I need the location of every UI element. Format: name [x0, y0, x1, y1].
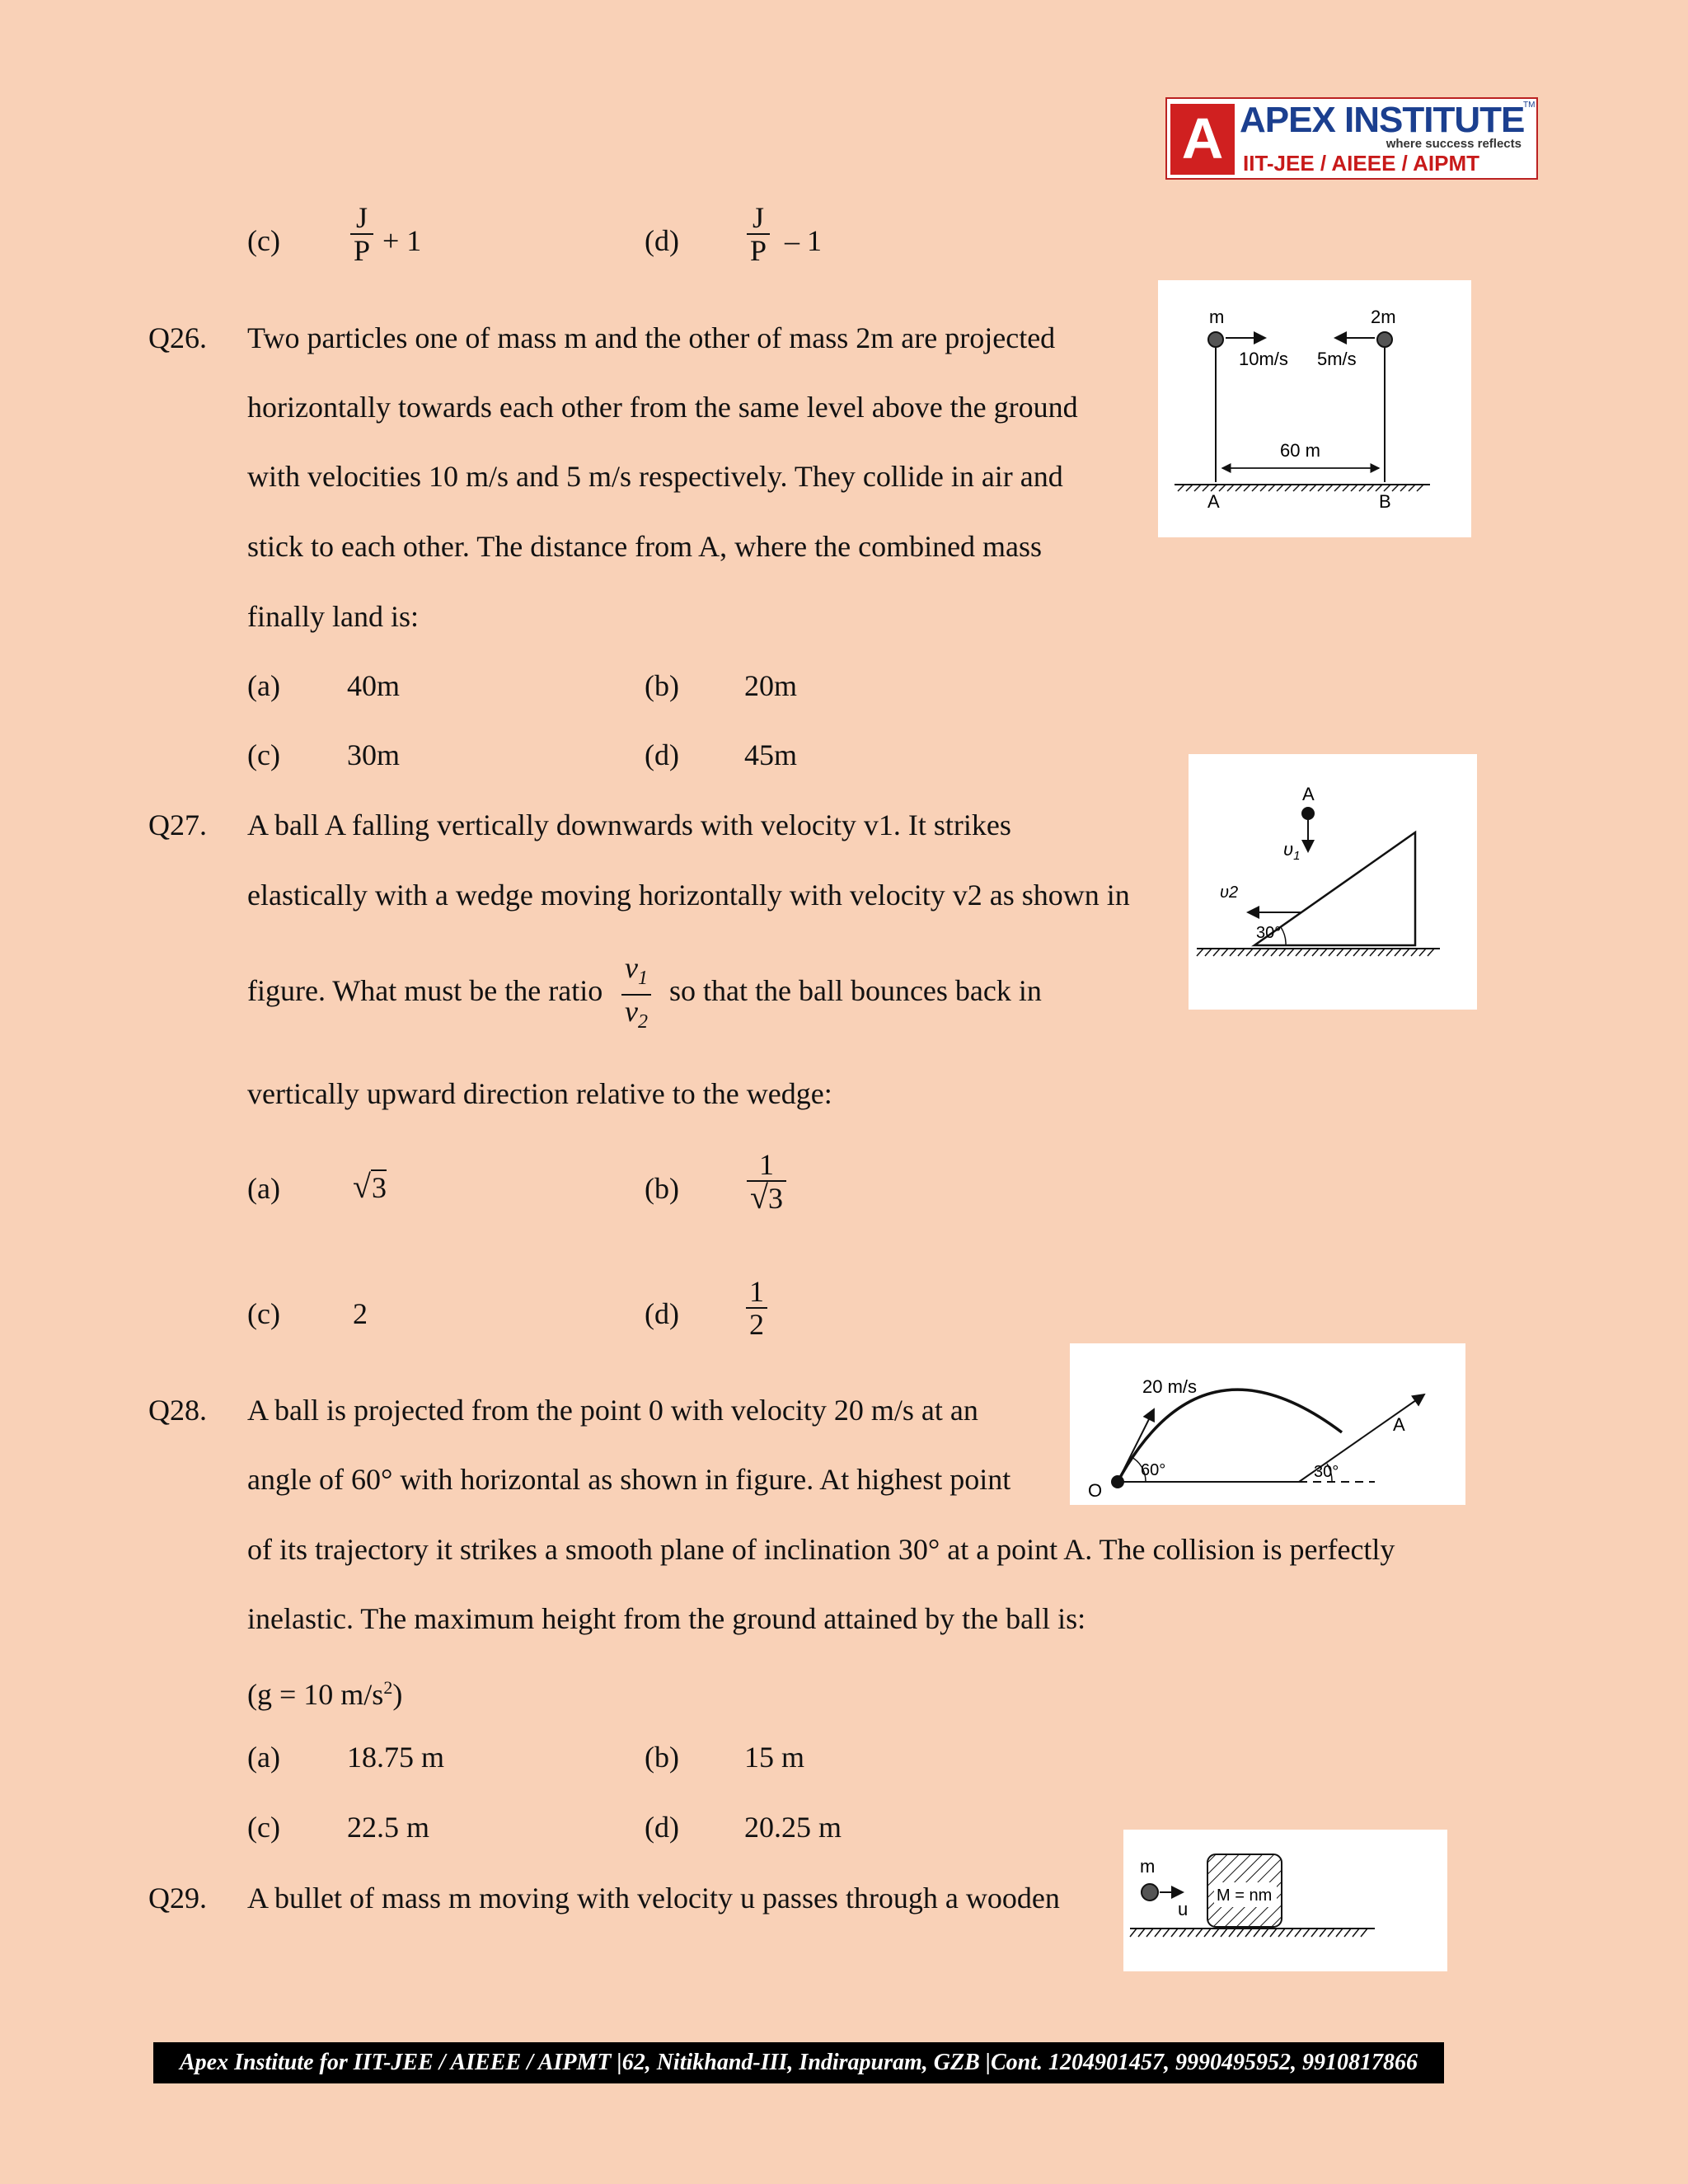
footer-bar: Apex Institute for IIT-JEE / AIEEE / AIPMT |62, Nitikhand-III, Indirapuram, GZB |Cont. 1204901457, 9990495952, 9910817866 — [153, 2042, 1444, 2083]
q26-line-4: stick to each other. The distance from A, where the combined mass — [247, 530, 1043, 563]
q27-option-d-fraction: 1 2 — [746, 1276, 767, 1340]
q27-option-c-label: (c) — [247, 1297, 280, 1330]
q29-line-1: A bullet of mass m moving with velocity u passes through a wooden — [247, 1882, 1060, 1915]
q27-fig-label-angle: 30° — [1256, 924, 1282, 942]
q27-fig-label-v2: υ2 — [1220, 883, 1239, 902]
q27-ground-hatch — [1197, 949, 1434, 956]
q29-fig-label-u: u — [1178, 1899, 1189, 1919]
q26-number: Q26. — [148, 321, 207, 354]
q28-line-4: inelastic. The maximum height from the ground attained by the ball is: — [247, 1602, 1086, 1635]
q26-ground-hatch — [1178, 485, 1423, 491]
q25-option-d-fraction: J P — [747, 202, 770, 266]
q28-line-2: angle of 60° with horizontal as shown in figure. At highest point — [247, 1463, 1011, 1496]
q28-fig-label-angle-30: 30° — [1314, 1463, 1339, 1481]
q26-option-d-label: (d) — [645, 738, 679, 771]
q28-g-value: (g = 10 $m/s^2$) — [247, 1677, 403, 1711]
q28-option-d-text: 20.25 m — [744, 1811, 842, 1844]
q29-fig-label-block: M = nm — [1217, 1886, 1273, 1905]
logo-tagline: where success reflects — [1386, 137, 1522, 151]
q26-fig-label-a: A — [1207, 491, 1220, 512]
q29-figure — [1123, 1830, 1447, 1971]
q27-ball-a — [1301, 807, 1315, 820]
logo-tm: TM — [1523, 101, 1536, 110]
q25-option-c-label: (c) — [247, 224, 280, 257]
q26-particle-2m — [1377, 332, 1392, 347]
q28-option-b-text: 15 m — [744, 1741, 805, 1774]
q26-fig-label-b: B — [1379, 491, 1391, 512]
apex-logo — [1165, 97, 1538, 180]
q26-line-1: Two particles one of mass m and the other of mass 2m are projected — [247, 321, 1056, 354]
q26-line-3: with velocities 10 m/s and 5 m/s respectively. They collide in air and — [247, 460, 1063, 493]
q26-fig-label-2m: 2m — [1371, 307, 1396, 327]
q25-option-c-suffix: + 1 — [382, 224, 422, 257]
q28-point-o — [1111, 1475, 1124, 1488]
logo-subtitle: IIT-JEE / AIEEE / AIPMT — [1243, 151, 1480, 176]
q26-fig-label-v2: 5m/s — [1317, 349, 1357, 369]
q27-number: Q27. — [148, 808, 207, 841]
q28-figure — [1070, 1343, 1465, 1505]
q28-number: Q28. — [148, 1394, 207, 1427]
q25-option-c-fraction: J P — [350, 202, 373, 266]
q26-fig-label-v1: 10m/s — [1239, 349, 1288, 369]
q28-line-3: of its trajectory it strikes a smooth plane of inclination 30° at a point A. The collision is perfectly — [247, 1533, 1395, 1566]
q27-line-1: A ball A falling vertically downwards with velocity v1. It strikes — [247, 808, 1011, 841]
q28-option-c-label: (c) — [247, 1811, 280, 1844]
q29-fig-label-m: m — [1140, 1856, 1156, 1877]
q27-ratio-fraction: $v_1$ $v_2$ — [621, 952, 651, 1038]
q25-option-d-suffix: – 1 — [785, 224, 822, 257]
q27-line-3-before: figure. What must be the ratio — [247, 974, 603, 1007]
q28-option-d-label: (d) — [645, 1811, 679, 1844]
q28-option-b-label: (b) — [645, 1741, 679, 1774]
q27-line-4: vertically upward direction relative to the wedge: — [247, 1077, 832, 1110]
q27-option-d-label: (d) — [645, 1297, 679, 1330]
q27-option-c-text: 2 — [353, 1297, 368, 1330]
q26-option-a-label: (a) — [247, 669, 280, 702]
q28-fig-label-a: A — [1393, 1414, 1405, 1435]
q26-particle-m — [1208, 332, 1223, 347]
q26-option-c-label: (c) — [247, 738, 280, 771]
q28-line-1: A ball is projected from the point 0 with velocity 20 m/s at an — [247, 1394, 978, 1427]
q28-fig-label-o: O — [1088, 1480, 1103, 1501]
q28-fig-label-speed: 20 m/s — [1142, 1376, 1198, 1397]
q28-fig-label-angle-60: 60° — [1141, 1461, 1166, 1479]
q27-option-a-value: √3 — [353, 1168, 387, 1205]
q29-number: Q29. — [148, 1882, 207, 1915]
q26-option-d-text: 45m — [744, 738, 798, 771]
q27-line-2: elastically with a wedge moving horizontally with velocity v2 as shown in — [247, 879, 1130, 912]
q26-fig-label-m: m — [1209, 307, 1225, 327]
q28-option-a-text: 18.75 m — [347, 1741, 445, 1774]
q26-option-c-text: 30m — [347, 738, 401, 771]
q25-option-d-label: (d) — [645, 224, 679, 257]
q26-fig-label-distance: 60 m — [1280, 440, 1320, 461]
q27-option-a-label: (a) — [247, 1172, 280, 1205]
q29-bullet — [1142, 1884, 1158, 1900]
q28-option-c-text: 22.5 m — [347, 1811, 430, 1844]
logo-mark: A — [1170, 104, 1235, 175]
q26-option-b-text: 20m — [744, 669, 798, 702]
q27-figure — [1189, 754, 1477, 1010]
q26-option-a-text: 40m — [347, 669, 401, 702]
q27-line-3-after: so that the ball bounces back in — [669, 974, 1042, 1007]
q27-option-b-fraction: 1 √3 — [747, 1149, 786, 1214]
q28-option-a-label: (a) — [247, 1741, 280, 1774]
logo-name: APEX INSTITUTE — [1240, 100, 1525, 140]
q29-ground-hatch — [1130, 1929, 1367, 1937]
q26-option-b-label: (b) — [645, 669, 679, 702]
q27-option-b-label: (b) — [645, 1172, 679, 1205]
q26-line-2: horizontally towards each other from the same level above the ground — [247, 391, 1078, 424]
q26-figure — [1158, 280, 1471, 537]
q26-line-5: finally land is: — [247, 600, 419, 633]
q27-fig-label-v1: $\upsilon_1$ — [1283, 839, 1301, 863]
q27-fig-label-a: A — [1302, 784, 1315, 804]
